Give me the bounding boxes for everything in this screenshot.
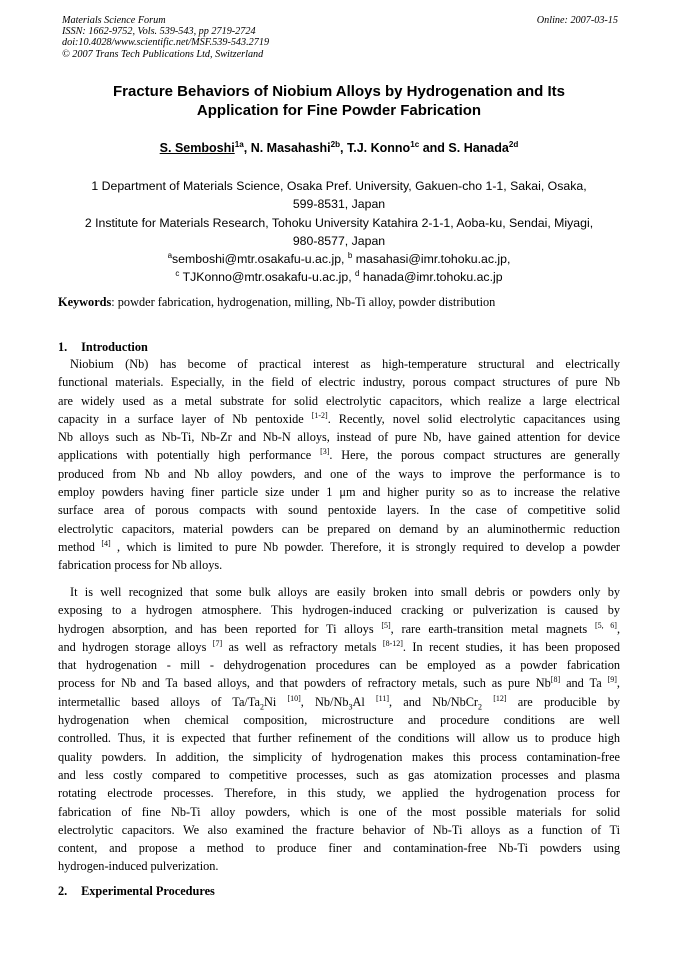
- affiliation-1-postal: 599-8531, Japan: [292, 197, 386, 212]
- affiliations: [58, 177, 620, 287]
- text-line: rotating electrode processes. Therefore, in this study, we applied the hydrogenation process for: [58, 786, 620, 801]
- citation: [10]: [287, 693, 301, 703]
- title-line-2: Application for Fine Powder Fabrication: [196, 102, 482, 119]
- author-1-mark: 1a: [234, 139, 244, 149]
- section-1-title: Introduction: [81, 340, 148, 354]
- text-run: applications with potentially high performance: [58, 448, 321, 463]
- text-line: and less costly compared to competitive processes, such as gas atomization processes and plasma: [58, 767, 620, 782]
- subscript: 2: [259, 702, 264, 712]
- text-line: hydrogenation when chemical composition, microstructure and procedure conditions are well: [58, 713, 620, 728]
- text-line: Niobium (Nb) has become of practical interest as high-temperature structural and electrically: [70, 357, 620, 371]
- author-4: S. Hanada: [448, 141, 509, 155]
- text-run: method: [58, 539, 102, 554]
- email-mark-c: c: [175, 269, 180, 279]
- text-line: electrolytic capacitors, material powders can be prepared on demand by an aluminothermic reduction: [58, 521, 620, 536]
- text-run: . Recently, novel solid electrolytic capacitances using: [327, 411, 620, 426]
- text-line: [58, 638, 620, 656]
- online-date: Online: 2007-03-15: [536, 15, 618, 26]
- citation: [1-2]: [311, 410, 328, 420]
- doi-line: doi:10.4028/www.scientific.net/MSF.539-543.2719: [62, 37, 270, 49]
- author-2: N. Masahashi: [250, 141, 331, 155]
- text-run: , which is limited to pure Nb powder. Therefore, it is strongly required to develop a powder: [110, 539, 620, 554]
- citation: [12]: [493, 693, 507, 703]
- text-line: surface area of porous compacts with sound pentoxide layers. In the case of competitive solid: [58, 503, 620, 518]
- text-run: , and Nb/NbCr: [389, 694, 479, 709]
- text-run: as well as refractory metals: [222, 639, 383, 654]
- text-run: are producible by: [506, 694, 621, 709]
- citation: [4]: [101, 538, 111, 548]
- keywords: [58, 294, 620, 310]
- text-run: hydrogen absorption, and has been reported for Ti alloys: [58, 621, 382, 636]
- email-d[interactable]: hanada@imr.tohoku.ac.jp: [362, 270, 503, 285]
- text-run: Al: [352, 694, 377, 709]
- journal-header: [62, 15, 618, 60]
- text-line: exposing to a hydrogen atmosphere. This hydrogen-induced cracking or pulverization is caused by: [58, 603, 620, 618]
- author-3: T.J. Konno: [347, 141, 411, 155]
- subscript: 2: [478, 702, 483, 712]
- citation: [8]: [550, 675, 561, 685]
- paper-title: [58, 82, 620, 120]
- author-1: S. Semboshi: [159, 141, 235, 155]
- issn-line: ISSN: 1662-9752, Vols. 539-543, pp 2719-2724: [62, 26, 256, 38]
- text-line: [58, 674, 620, 692]
- citation: [3]: [320, 447, 330, 457]
- text-line: functional materials. Especially, in the field of electric industry, porous compact structures of pure Nb: [58, 375, 620, 390]
- text-line: content, and propose a method to produce finer and contamination-free Nb-Ti powders using: [58, 841, 620, 856]
- intro-paragraph-2: [58, 583, 620, 876]
- author-sep-1: ,: [243, 141, 251, 155]
- text-run: , Nb/Nb: [300, 694, 349, 709]
- title-line-1: Fracture Behaviors of Niobium Alloys by Hydrogenation and Its: [112, 83, 565, 100]
- citation: [9]: [607, 675, 617, 685]
- text-run: ,: [616, 621, 621, 636]
- email-c[interactable]: TJKonno@mtr.osakafu-u.ac.jp,: [182, 270, 356, 285]
- text-run: . Here, the porous compact structures are generally: [329, 448, 621, 463]
- citation: [5]: [381, 620, 391, 630]
- section-1-number: 1.: [58, 340, 68, 354]
- section-heading-experimental: [58, 883, 215, 899]
- text-line: [58, 410, 620, 428]
- email-a[interactable]: semboshi@mtr.osakafu-u.ac.jp,: [172, 252, 348, 267]
- text-line: Nb alloys such as Nb-Ti, Nb-Zr and Nb-N alloys, instead of pure Nb, have gained attention for device: [58, 430, 620, 445]
- section-2-title: Experimental Procedures: [81, 884, 215, 898]
- text-line: produced from Nb and Nb alloy powders, and one of the ways to improve the performance is to: [58, 466, 620, 481]
- text-run: . In recent studies, it has been proposed: [402, 639, 621, 654]
- journal-name: Materials Science Forum: [62, 15, 166, 26]
- text-run: , rare earth-transition metal magnets: [390, 621, 595, 636]
- text-run: and Ta: [560, 676, 608, 691]
- citation: [11]: [376, 693, 390, 703]
- text-run: [482, 695, 493, 709]
- text-line: [58, 446, 620, 464]
- text-run: and hydrogen storage alloys: [58, 639, 213, 654]
- author-and: and: [419, 141, 449, 155]
- affiliation-2: 2 Institute for Materials Research, Tohoku University Katahira 2-1-1, Aoba-ku, Sendai, Miyagi,: [84, 215, 594, 230]
- section-heading-introduction: [58, 339, 148, 355]
- citation: [7]: [212, 638, 223, 648]
- text-line: electrolytic capacitors. We also examined the fracture behavior of Nb-Ti alloys as a function of Ti: [58, 822, 620, 837]
- text-line: [58, 538, 620, 556]
- intro-paragraph-1: [58, 355, 620, 575]
- keywords-text: : powder fabrication, hydrogenation, milling, Nb-Ti alloy, powder distribution: [111, 295, 496, 309]
- section-2-number: 2.: [58, 884, 68, 898]
- author-sep-2: ,: [340, 141, 347, 155]
- author-2-mark: 2b: [330, 139, 341, 149]
- text-line: that hydrogenation - mill - dehydrogenation procedures can be employed as a powder fabrication: [58, 658, 620, 673]
- text-run: process for Nb and Ta based alloys, and that powders of refractory metals, such as pure Nb: [58, 676, 551, 691]
- citation: [5, 6]: [594, 620, 617, 630]
- text-line: quality powders. In addition, the simplicity of hydrogenation makes this process contamination-free: [58, 749, 620, 764]
- text-line: fabrication of fine Nb-Ti alloy powders, which is one of the most possible materials for solid: [58, 804, 620, 819]
- text-line: hydrogen-induced pulverization.: [58, 859, 219, 874]
- text-run: ,: [616, 676, 620, 691]
- author-list: [58, 140, 620, 156]
- email-line-2: [58, 268, 620, 286]
- text-line: fabrication process for Nb alloys.: [58, 558, 223, 573]
- text-line: [58, 620, 620, 638]
- keywords-label: Keywords: [58, 295, 112, 309]
- text-line: It is well recognized that some bulk alloys are easily broken into small debris or powders only by: [70, 585, 620, 599]
- email-mark-b: b: [347, 251, 353, 261]
- text-line: [58, 693, 620, 711]
- text-run: Ni: [263, 694, 288, 709]
- email-mark-d: d: [355, 269, 360, 279]
- email-line-1: [58, 250, 620, 268]
- author-4-mark: 2d: [508, 139, 519, 149]
- citation: [8-12]: [382, 638, 403, 648]
- text-line: employ powders having finer particle size under 1 μm and higher purity so as to increase the relative: [58, 485, 620, 500]
- text-line: are widely used as a metal substrate for solid electrolytic capacitors, which realize a large electrical: [58, 393, 620, 408]
- text-run: intermetallic based alloys of Ta/Ta: [58, 694, 260, 709]
- affiliation-2-postal: 980-8577, Japan: [292, 233, 386, 248]
- author-3-mark: 1c: [410, 139, 420, 149]
- email-b[interactable]: masahasi@imr.tohoku.ac.jp,: [355, 252, 511, 267]
- copyright-line: © 2007 Trans Tech Publications Ltd, Switzerland: [62, 48, 264, 60]
- text-line: controlled. Thus, it is expected that further refinement of the conditions will allow us to produce high: [58, 731, 620, 746]
- text-run: capacity in a surface layer of Nb pentoxide: [58, 411, 312, 426]
- affiliation-1: 1 Department of Materials Science, Osaka Pref. University, Gakuen-cho 1-1, Sakai, Osaka,: [91, 179, 587, 193]
- subscript: 3: [348, 702, 353, 712]
- email-mark-a: a: [167, 251, 173, 261]
